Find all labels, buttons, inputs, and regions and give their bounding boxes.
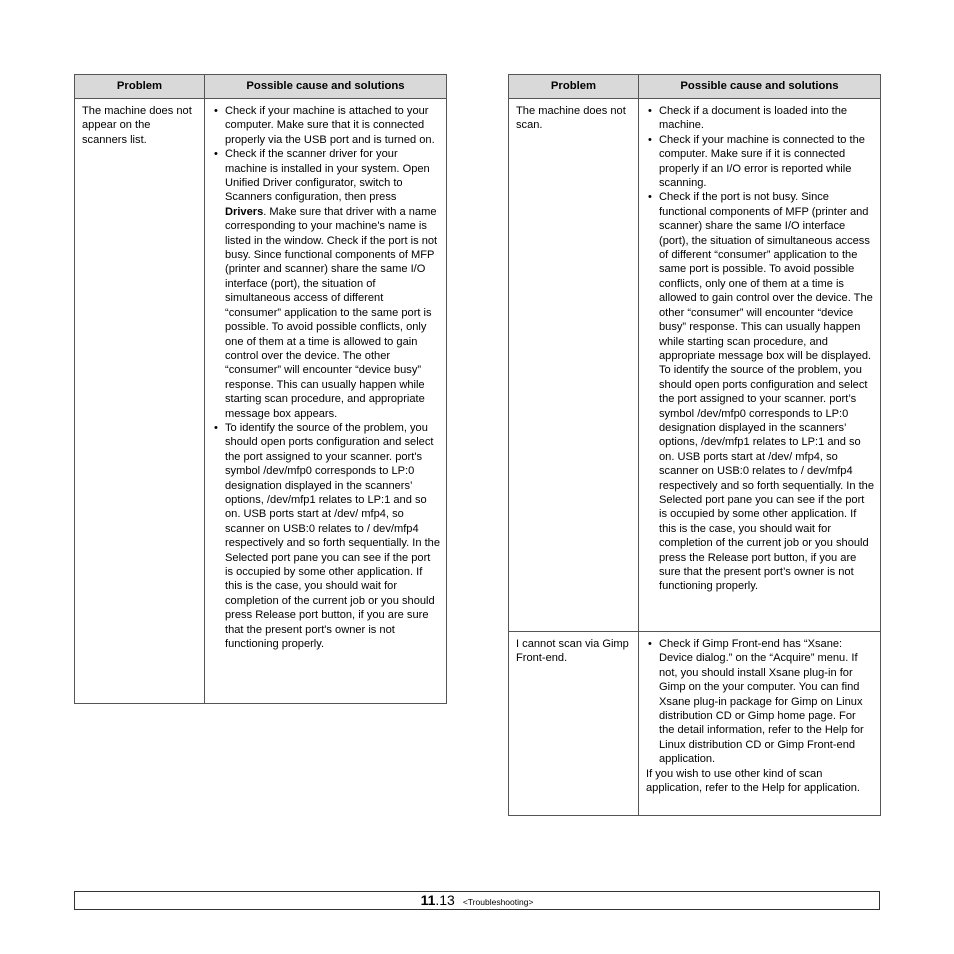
- solution-continuation: To identify the source of the problem, you should open ports configuration and select the port assigned to your scanner. port’s symbol /dev/mfp0 corresponds to LP:0 designation displayed in the scanners’ options, /dev/mfp1 relates to LP:1 and so on. USB ports start at /dev/ mfp4, so scanner on USB:0 relates to / dev/mfp4 respectively and so forth sequentially. In the Selected port pane you can see if the port is occupied by some other application. If this is the case, you should wait for completion of the current job or you should press the Release port button, if you are sure that the present port’s owner is not functioning properly.: [659, 364, 875, 593]
- solution-item: [212, 147, 440, 421]
- solutions-cell: [639, 99, 881, 632]
- solution-item: • Check if a document is loaded into the machine.: [646, 104, 874, 133]
- page-footer: [74, 891, 880, 910]
- header-row: [509, 75, 881, 99]
- table-row: [75, 99, 447, 704]
- solution-item: • Check if Gimp Front-end has “Xsane: Device dialog.” on the “Acquire” menu. If not, you should install Xsane plug-in for Gimp on the your computer. You can find Xsane plug-in package for Gimp on Linux distribution CD or Gimp home page. For the detail information, refer to the Help for Linux distribution CD or Gimp Front-end application.: [646, 637, 874, 767]
- chapter-number: 11: [420, 892, 436, 908]
- problem-cell: The machine does not scan.: [509, 99, 639, 632]
- solution-list: [646, 104, 874, 363]
- solution-item: • Check if your machine is connected to the computer. Make sure if it is connected properly if an I/O error is reported while scanning.: [646, 133, 874, 191]
- left-troubleshooting-table: [74, 74, 447, 704]
- solutions-header: Possible cause and solutions: [639, 75, 881, 99]
- drivers-term: Drivers: [225, 205, 264, 218]
- problem-header: Problem: [75, 75, 205, 99]
- solution-item: • To identify the source of the problem, you should open ports configuration and select the port assigned to your scanner. port's symbol /dev/mfp0 corresponds to LP:0 designation displayed in the scanners’ options, /dev/mfp1 relates to LP:1 and so on. USB ports start at /dev/ mfp4, so scanner on USB:0 relates to / dev/mfp4 respectively and so forth sequentially. In the Selected port pane you can see if the port is occupied by some other application. If this is the case, you should wait for completion of the current job or you should press Release port button, if you are sure that the present port's owner is not functioning properly.: [212, 421, 440, 652]
- problem-cell: The machine does not appear on the scanners list.: [75, 99, 205, 704]
- problem-header: Problem: [509, 75, 639, 99]
- solutions-cell: [639, 632, 881, 816]
- solution-list: [212, 104, 440, 651]
- table-row: [509, 99, 881, 632]
- solution-item: • Check if your machine is attached to your computer. Make sure that it is connected properly via the USB port and is turned on.: [212, 104, 440, 147]
- solutions-cell: [205, 99, 447, 704]
- problem-cell: I cannot scan via Gimp Front-end.: [509, 632, 639, 816]
- page-number: .13: [435, 892, 455, 908]
- section-name: <Troubleshooting>: [462, 897, 534, 907]
- right-troubleshooting-table: [508, 74, 881, 816]
- solution-text: Check if the scanner driver for your machine is installed in your system. Open Unified Driver configurator, switch to Scanners configuration, then press: [225, 148, 430, 204]
- solution-item: • Check if the port is not busy. Since functional components of MFP (printer and scanner) share the same I/O interface (port), the situation of simultaneous access of different “consumer” application to the same port is possible. To avoid possible conflicts, only one of them at a time is allowed to gain control over the device. The other “consumer” will encounter “device busy” response. This can usually happen while starting scan procedure, and appropriate message box will be displayed.: [646, 190, 874, 363]
- header-row: [75, 75, 447, 99]
- solutions-header: Possible cause and solutions: [205, 75, 447, 99]
- solution-list: [646, 637, 874, 767]
- solution-text: . Make sure that driver with a name corresponding to your machine's name is listed in the window. Check if the port is not busy. Since functional components of MFP (printer and scanner) share the same I/O interface (port), the situation of simultaneous access of different “consumer” application to the same port is possible. To avoid possible conflicts, only one of them at a time is allowed to gain control over the device. The other “consumer” will encounter “device busy” response. This can usually happen while starting scan procedure, and appropriate message box appears.: [225, 205, 438, 420]
- solution-note: If you wish to use other kind of scan application, refer to the Help for application.: [646, 767, 860, 795]
- table-row: [509, 632, 881, 816]
